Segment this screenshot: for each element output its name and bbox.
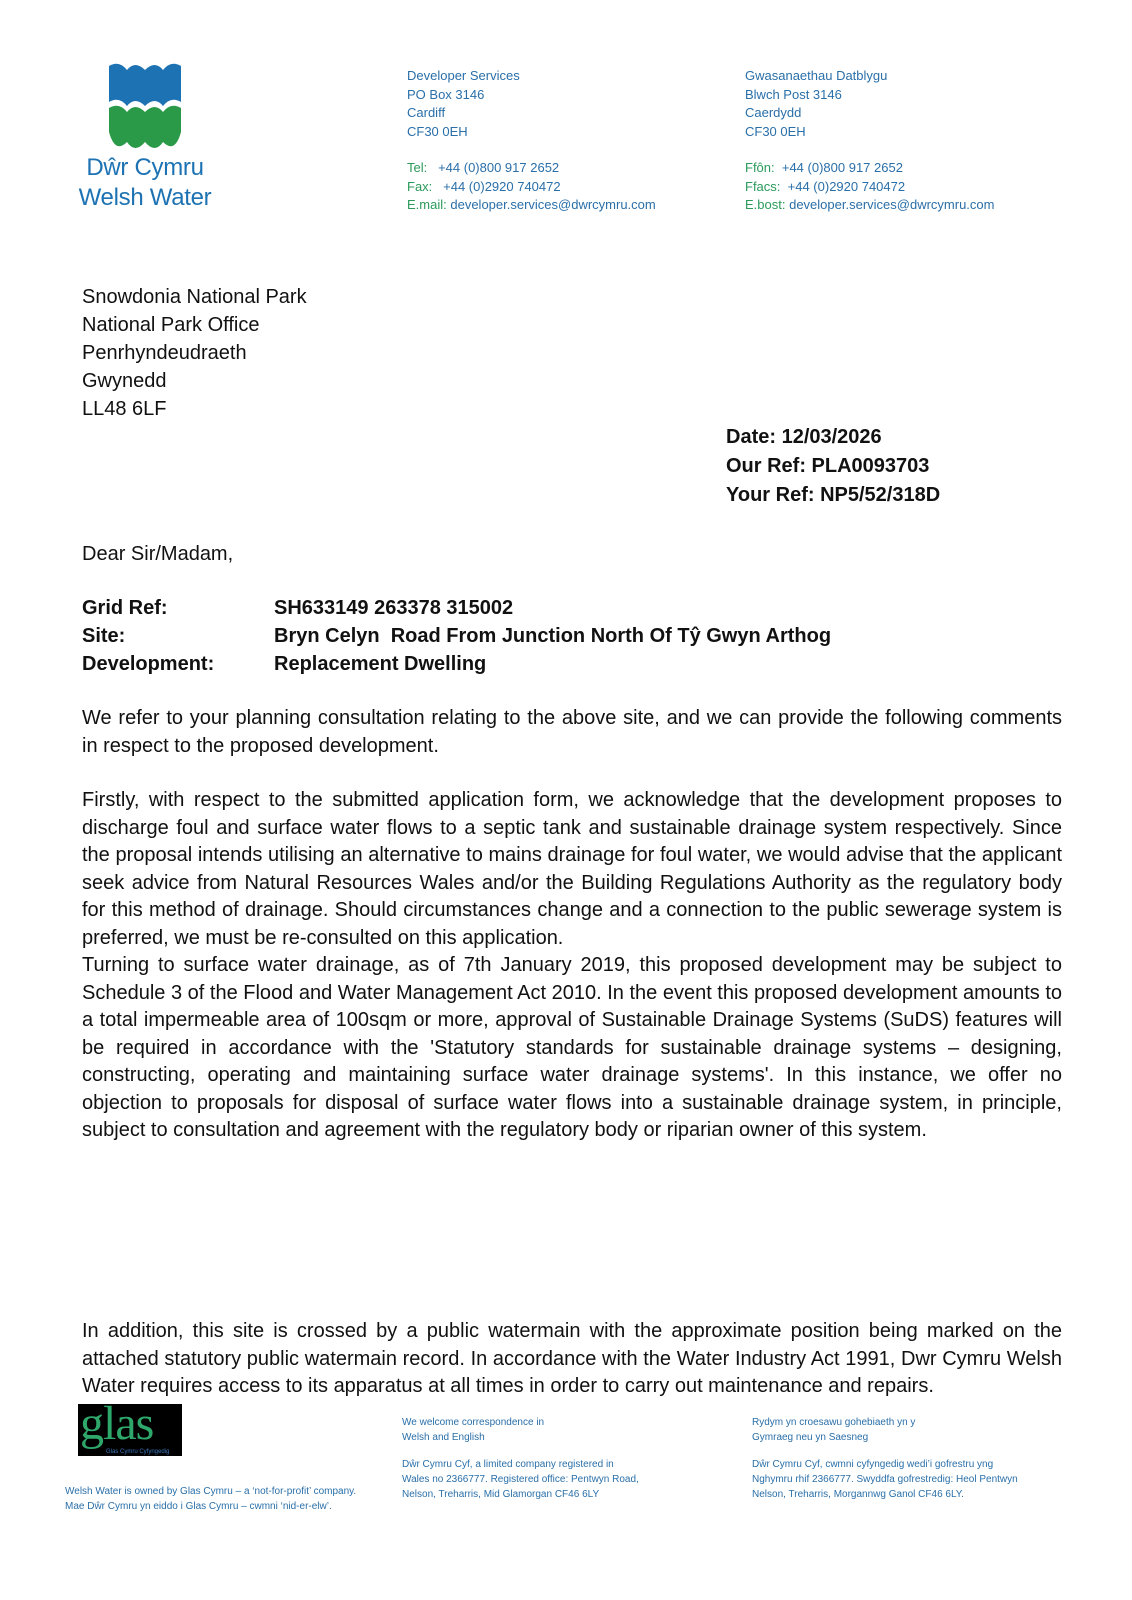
footer-line: Welsh Water is owned by Glas Cymru – a ‘not-for-profit’ company. (65, 1486, 357, 1497)
header-line: CF30 0EH (745, 123, 806, 139)
footer-line: Dŵr Cymru Cyf, cwmni cyfyngedig wedi’i gofrestru yng (752, 1459, 994, 1470)
detail-label: Development: (82, 653, 215, 675)
tel-value: +44 (0)800 917 2652 (781, 160, 903, 175)
header-contact-english (407, 67, 656, 215)
body-paragraph: In addition, this site is crossed by a public watermain with the approximate position being marked on the attached statutory public watermain record. In accordance with the Water Industry Act 1991, Dwr Cymru Welsh Water requires access to its apparatus at all times in order to carry out maintenance and repairs. (82, 1320, 1062, 1397)
tel-line (745, 159, 994, 178)
header-line: CF30 0EH (407, 123, 468, 139)
detail-value: Replacement Dwelling (274, 653, 487, 675)
address-line: LL48 6LF (82, 398, 167, 420)
your-ref: Your Ref: NP5/52/318D (726, 484, 941, 506)
footer-line: Rydym yn croesawu gohebiaeth yn y (752, 1417, 916, 1428)
email-label: E.bost: (745, 197, 786, 212)
site-details (82, 594, 831, 678)
body-paragraph: Firstly, with respect to the submitted application form, we acknowledge that the development proposes to discharge foul and surface water flows to a septic tank and sustainable drainage system respectively. Since the proposal intends utilising an alternative to mains drainage for foul water, we would advise that the applicant seek advice from Natural Resources Wales and/or the Building Regulations Authority as the regulatory body for this method of drainage. Should circumstances change and a connection to the public sewerage system is preferred, we must be re-consulted on this application. (82, 789, 1062, 949)
fax-line (745, 178, 994, 197)
address-line: National Park Office (82, 314, 260, 336)
header-line: PO Box 3146 (407, 86, 485, 102)
header-line: Blwch Post 3146 (745, 86, 842, 102)
email-label: E.mail: (407, 197, 447, 212)
fax-value: +44 (0)2920 740472 (787, 178, 906, 194)
tel-line (407, 159, 656, 178)
footer-line: Nelson, Treharris, Morgannwg Ganol CF46 6LY. (752, 1489, 964, 1500)
header-line: Cardiff (407, 105, 446, 120)
footer-line: Wales no 2366777. Registered office: Pentwyn Road, (402, 1474, 639, 1485)
letter-date: Date: 12/03/2026 (726, 426, 882, 448)
footer-line: Dŵr Cymru Cyf, a limited company registered in (402, 1459, 614, 1470)
body-paragraph: We refer to your planning consultation relating to the above site, and we can provide the following comments in respect to the proposed development. (82, 707, 1062, 757)
footer-line: We welcome correspondence in (402, 1417, 545, 1428)
email-line (745, 196, 994, 215)
footer-ownership (65, 1484, 356, 1514)
reference-block (726, 423, 940, 510)
address-line: Snowdonia National Park (82, 286, 307, 308)
address-line: Gwynedd (82, 370, 167, 392)
welsh-water-logo (70, 62, 220, 222)
glas-logo-subtext: Glas Cymru Cyfyngedig (106, 1449, 170, 1455)
footer-line: Nelson, Treharris, Mid Glamorgan CF46 6LY (402, 1489, 600, 1500)
detail-row (82, 594, 831, 622)
address-line: Penrhyndeudraeth (82, 342, 247, 364)
logo-english-name: Welsh Water (78, 184, 212, 211)
glas-cymru-logo (78, 1404, 182, 1456)
footer-welsh (752, 1415, 1018, 1502)
header-line: Developer Services (407, 68, 520, 83)
header-line: Caerdydd (745, 105, 802, 120)
salutation: Dear Sir/Madam, (82, 543, 234, 565)
footer-english (402, 1415, 639, 1502)
our-ref: Our Ref: PLA0093703 (726, 455, 930, 477)
tel-label: Tel: (407, 160, 428, 175)
footer-line: Gymraeg neu yn Saesneg (752, 1432, 869, 1443)
email-link[interactable]: developer.services@dwrcymru.com (450, 197, 656, 212)
tel-value: +44 (0)800 917 2652 (438, 160, 560, 175)
body-paragraph: Turning to surface water drainage, as of 7th January 2019, this proposed development may be subject to Schedule 3 of the Flood and Water Management Act 2010. In the event this proposed development amounts to a total impermeable area of 100sqm or more, approval of Sustainable Drainage Systems (SuDS) features will be required in accordance with the 'Statutory standards for sustainable drainage systems – designing, constructing, operating and maintaining surface water drainage systems'. In this instance, we offer no objection to proposals for disposal of surface water flows into a sustainable drainage system, in principle, subject to consultation and agreement with the regulatory body or riparian owner of this system. (82, 954, 1062, 1141)
detail-value: Bryn Celyn Road From Junction North Of Tŷ Gwyn Arthog (274, 625, 832, 647)
glas-logo-text: glas (80, 1404, 154, 1450)
fax-value: +44 (0)2920 740472 (443, 178, 561, 194)
header-contact-welsh (745, 67, 994, 215)
footer-line: Mae Dŵr Cymru yn eiddo i Glas Cymru – cwmni ‘nid-er-elw’. (65, 1501, 332, 1512)
fax-label: Ffacs: (745, 178, 781, 194)
detail-label: Site: (82, 625, 126, 647)
fax-label: Fax: (407, 178, 433, 194)
email-line (407, 196, 656, 215)
header-line: Gwasanaethau Datblygu (745, 68, 888, 83)
water-waves-icon (105, 62, 185, 154)
detail-value: SH633149 263378 315002 (274, 597, 514, 619)
footer-line: Nghymru rhif 2366777. Swyddfa gofrestredig: Heol Pentwyn (752, 1474, 1018, 1485)
fax-line (407, 178, 656, 197)
email-link[interactable]: developer.services@dwrcymru.com (789, 197, 995, 212)
detail-label: Grid Ref: (82, 597, 168, 619)
detail-row (82, 622, 831, 650)
footer-line: Welsh and English (402, 1432, 485, 1443)
logo-welsh-name: Dŵr Cymru (86, 154, 204, 181)
detail-row (82, 650, 831, 678)
tel-label: Ffôn: (745, 160, 775, 175)
recipient-address (82, 283, 307, 423)
